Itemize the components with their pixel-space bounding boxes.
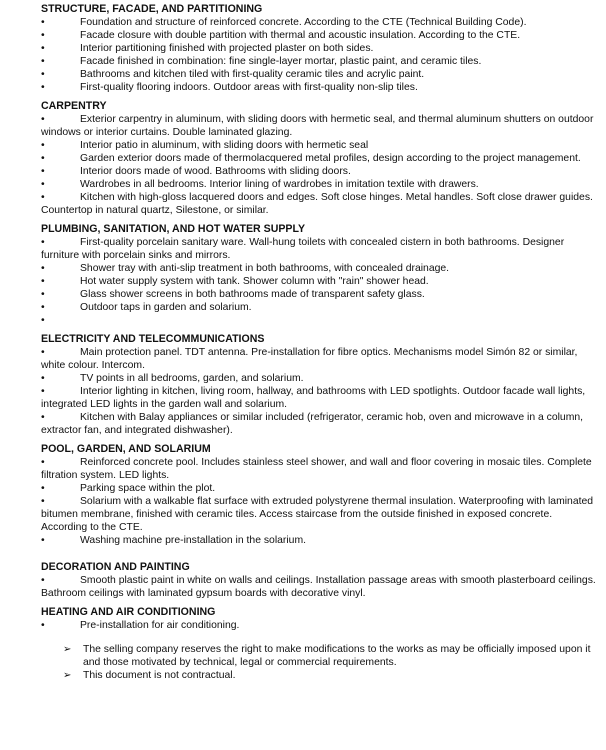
bullet-icon: •: [41, 412, 45, 423]
bullet-icon: •: [41, 289, 45, 300]
list-item: • Facade finished in combination: fine single-layer mortar, plastic paint, and ceramic tiles.: [41, 56, 482, 67]
bullet-icon: •: [41, 263, 45, 274]
bullet-icon: •: [41, 315, 45, 326]
arrow-bullet-icon: ➢: [63, 644, 72, 655]
bullet-icon: •: [41, 457, 45, 468]
bullet-icon: •: [41, 237, 45, 248]
list-item: • Main protection panel. TDT antenna. Pre-installation for fibre optics. Mechanisms model Simón 82 or similar, white colour. Intercom.: [41, 347, 578, 371]
bullet-icon: •: [41, 56, 45, 67]
bullet-icon: •: [41, 575, 45, 586]
section-plumbing: [41, 223, 596, 327]
bullet-icon: •: [41, 276, 45, 287]
list-item: • Interior partitioning finished with projected plaster on both sides.: [41, 43, 374, 54]
section-heading: POOL, GARDEN, AND SOLARIUM: [41, 443, 211, 455]
list-item: • Smooth plastic paint in white on walls and ceilings. Installation passage areas with smooth plasterboard ceilings. Bathroom ceilings with laminated gypsum boards with decorative vinyl.: [41, 575, 596, 599]
list-item: • Kitchen with high-gloss lacquered doors and edges. Soft close hinges. Metal handles. Soft close drawer guides. Countertop in natural quartz, Silestone, or similar.: [41, 192, 593, 216]
list-item: • Interior patio in aluminum, with sliding doors with hermetic seal: [41, 140, 369, 151]
bullet-icon: •: [41, 535, 45, 546]
list-item: • Exterior carpentry in aluminum, with sliding doors with hermetic seal, and thermal aluminum shutters on outdoor windows or interior curtains. Double laminated glazing.: [41, 114, 594, 138]
bullet-icon: •: [41, 140, 45, 151]
list-item: • Kitchen with Balay appliances or similar included (refrigerator, ceramic hob, oven and microwave in a column, extractor fan, and integrated dishwasher).: [41, 412, 584, 436]
bullet-icon: •: [41, 496, 45, 507]
section-electricity: [41, 333, 596, 437]
list-item: • Washing machine pre-installation in the solarium.: [41, 535, 307, 546]
arrow-bullet-icon: ➢: [63, 670, 72, 681]
list-item: • Interior lighting in kitchen, living room, hallway, and bathrooms with LED spotlights. Outdoor facade wall lights, integrated LED lights in the garden wall and solarium.: [41, 386, 586, 410]
bullet-icon: •: [41, 30, 45, 41]
section-carpentry: [41, 100, 596, 217]
list-item: • Shower tray with anti-slip treatment in both bathrooms, with concealed drainage.: [41, 263, 450, 274]
section-heating: [41, 606, 596, 632]
section-heading: DECORATION AND PAINTING: [41, 561, 190, 573]
section-heading: ELECTRICITY AND TELECOMMUNICATIONS: [41, 333, 265, 345]
bullet-icon: •: [41, 347, 45, 358]
list-item: • Bathrooms and kitchen tiled with first-quality ceramic tiles and acrylic paint.: [41, 69, 425, 80]
list-item: • TV points in all bedrooms, garden, and solarium.: [41, 373, 304, 384]
list-item: • First-quality flooring indoors. Outdoor areas with first-quality non-slip tiles.: [41, 82, 418, 93]
section-heading: PLUMBING, SANITATION, AND HOT WATER SUPPLY: [41, 223, 306, 235]
list-item: • Foundation and structure of reinforced concrete. According to the CTE (Technical Building Code).: [41, 17, 527, 28]
list-item: • Garden exterior doors made of thermolacquered metal profiles, design according to the project management.: [41, 153, 581, 164]
bullet-icon: •: [41, 114, 45, 125]
bullet-icon: •: [41, 153, 45, 164]
disclaimer-notes: [41, 643, 596, 682]
section-decoration: [41, 561, 596, 600]
bullet-icon: •: [41, 483, 45, 494]
section-heading: CARPENTRY: [41, 100, 107, 112]
list-item: • First-quality porcelain sanitary ware. Wall-hung toilets with concealed cistern in both bathrooms. Designer furniture with porcelain sinks and mirrors.: [41, 237, 565, 261]
bullet-icon: •: [41, 43, 45, 54]
bullet-icon: •: [41, 69, 45, 80]
list-item: • Hot water supply system with tank. Shower column with "rain" shower head.: [41, 276, 429, 287]
note-item: ➢ This document is not contractual.: [63, 670, 236, 681]
bullet-icon: •: [41, 302, 45, 313]
section-pool-garden: [41, 443, 596, 547]
bullet-icon: •: [41, 166, 45, 177]
bullet-icon: •: [41, 373, 45, 384]
list-item: • Reinforced concrete pool. Includes stainless steel shower, and wall and floor covering in mosaic tiles. Complete filtration system. LED lights.: [41, 457, 592, 481]
bullet-icon: •: [41, 17, 45, 28]
bullet-icon: •: [41, 386, 45, 397]
bullet-icon: •: [41, 620, 45, 631]
list-item-empty: [41, 314, 596, 327]
note-item: ➢ The selling company reserves the right to make modifications to the works as may be officially imposed upon it and those motivated by technical, legal or commercial requirements.: [63, 644, 591, 668]
list-item: • Pre-installation for air conditioning.: [41, 620, 240, 631]
section-heading: STRUCTURE, FACADE, AND PARTITIONING: [41, 3, 263, 15]
bullet-icon: •: [41, 179, 45, 190]
list-item: • Glass shower screens in both bathrooms made of transparent safety glass.: [41, 289, 425, 300]
list-item: • Solarium with a walkable flat surface with extruded polystyrene thermal insulation. Waterproofing with laminated bitumen membrane, finished with ceramic tiles. Access staircase from the outside finished in exposed concrete. According to the CTE.: [41, 496, 594, 533]
bullet-icon: •: [41, 192, 45, 203]
section-structure: [41, 3, 596, 94]
list-item: • Parking space within the plot.: [41, 483, 216, 494]
list-item: • Wardrobes in all bedrooms. Interior lining of wardrobes in imitation textile with drawers.: [41, 179, 479, 190]
list-item: • Interior doors made of wood. Bathrooms with sliding doors.: [41, 166, 351, 177]
section-heading: HEATING AND AIR CONDITIONING: [41, 606, 216, 618]
list-item: • Facade closure with double partition with thermal and acoustic insulation. According to the CTE.: [41, 30, 521, 41]
list-item: • Outdoor taps in garden and solarium.: [41, 302, 252, 313]
bullet-icon: •: [41, 82, 45, 93]
